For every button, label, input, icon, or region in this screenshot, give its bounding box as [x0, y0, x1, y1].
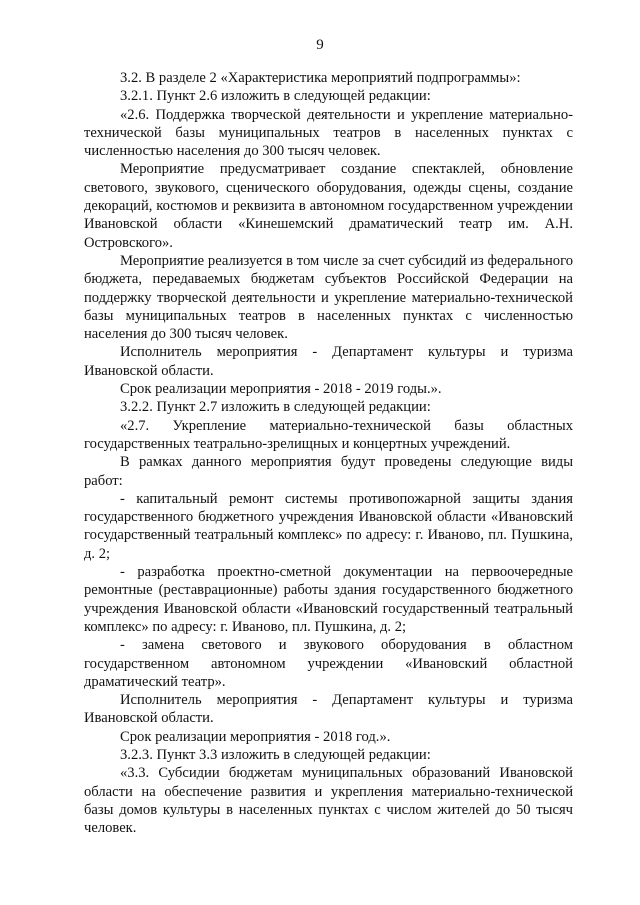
paragraph-2-6-description: Мероприятие предусматривает создание спектаклей, обновление светового, звукового, сценического оборудования, одежды сцены, создание декораций, костюмов и реквизита в автономном государственном учреждении Ивановской области «Кинешемский драматический театр им. А.Н. Островского».	[84, 161, 573, 251]
paragraph-2-6-term: Срок реализации мероприятия - 2018 - 2019 годы.».	[120, 381, 442, 398]
paragraph-2-7-work-item-3: - замена светового и звукового оборудования в областном государственном автономном учреждении «Ивановский областной драматический театр».	[84, 637, 573, 690]
paragraph-2-6-funding: Мероприятие реализуется в том числе за счет субсидий из федерального бюджета, передаваемых бюджетам субъектов Российской Федерации на поддержку творческой деятельности и укрепление материально-технической базы муниципальных театров в населенных пунктах с численностью населения до 300 тысяч человек.	[84, 252, 573, 343]
paragraph-2-7-work-item-2: - разработка проектно-сметной документации на первоочередные ремонтные (реставрационные) работы здания государственного бюджетного учреждения Ивановской области «Ивановский государственный театральный комплекс» по адресу: г. Иваново, пл. Пушкина, д. 2;	[84, 564, 573, 635]
page-number: 9	[316, 37, 324, 53]
paragraph-2-7-term: Срок реализации мероприятия - 2018 год.».	[120, 728, 391, 745]
paragraph-3-2-1: 3.2.1. Пункт 2.6 изложить в следующей редакции:	[120, 88, 431, 105]
paragraph-2-6-executor: Исполнитель мероприятия - Департамент культуры и туризма Ивановской области.	[84, 344, 573, 379]
paragraph-2-7-work-item-1: - капитальный ремонт системы противопожарной защиты здания государственного бюджетного учреждения Ивановской области «Ивановский государственный театральный комплекс» по адресу: г. Иваново, пл. Пушкина, д. 2;	[84, 490, 573, 562]
paragraph-3-2-2: 3.2.2. Пункт 2.7 изложить в следующей редакции:	[120, 399, 431, 416]
paragraph-2-7-works-intro: В рамках данного мероприятия будут проведены следующие виды работ:	[84, 454, 573, 489]
paragraph-3-3-title: «3.3. Субсидии бюджетам муниципальных образований Ивановской области на обеспечение развития и укрепления материально-технической базы домов культуры в населенных пунктах с числом жителей до 50 тысяч человек.	[84, 765, 573, 837]
paragraph-2-6-title: «2.6. Поддержка творческой деятельности и укрепление материально-технической базы муниципальных театров в населенных пунктах с численностью населения до 300 тысяч человек.	[84, 106, 573, 160]
paragraph-3-2-3: 3.2.3. Пункт 3.3 изложить в следующей редакции:	[120, 746, 431, 763]
paragraph-2-7-executor: Исполнитель мероприятия - Департамент культуры и туризма Ивановской области.	[84, 692, 573, 727]
paragraph-2-7-title: «2.7. Укрепление материально-технической базы областных государственных театрально-зрелищных и концертных учреждений.	[84, 417, 573, 452]
document-body	[84, 69, 573, 837]
paragraph-section-3-2: 3.2. В разделе 2 «Характеристика мероприятий подпрограммы»:	[120, 70, 521, 86]
